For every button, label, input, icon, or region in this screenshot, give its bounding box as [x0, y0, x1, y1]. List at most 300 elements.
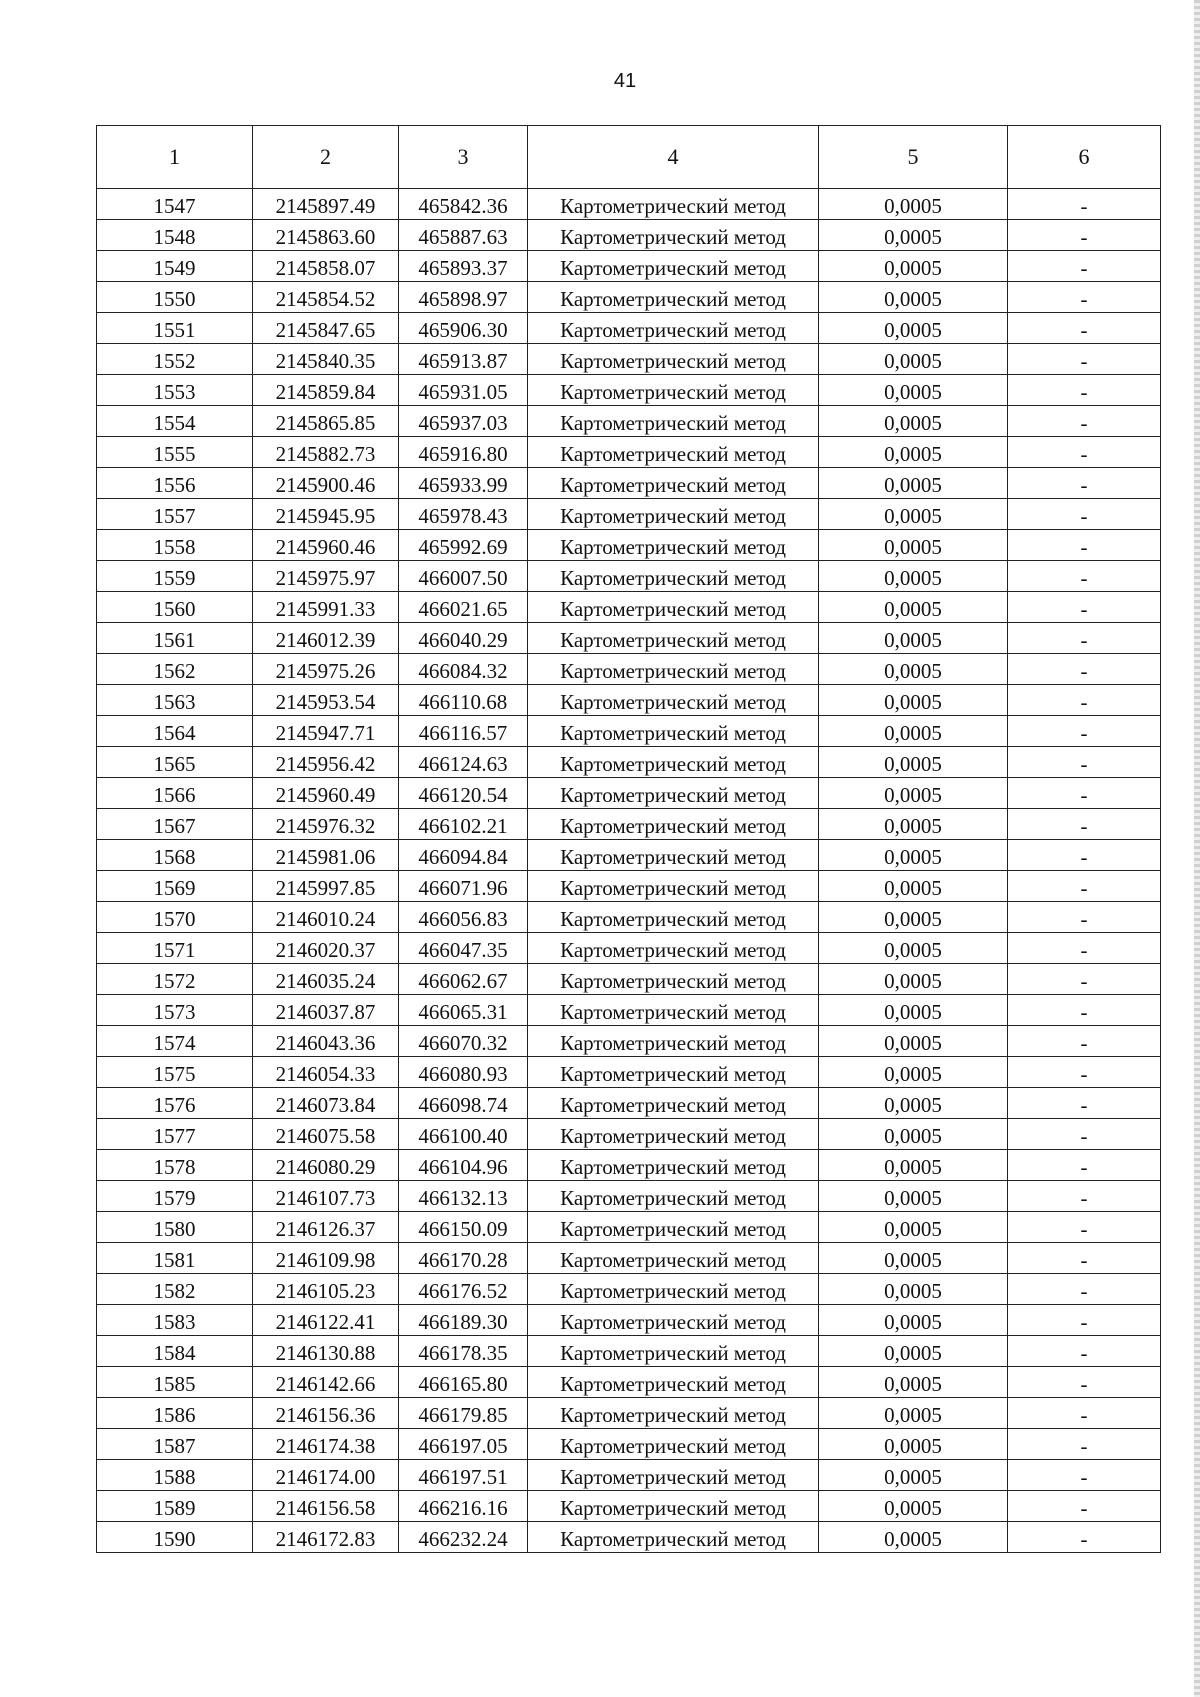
cell-x-coordinate: 2146105.23 — [253, 1274, 399, 1305]
cell-x-coordinate: 2146035.24 — [253, 964, 399, 995]
cell-accuracy: 0,0005 — [819, 1057, 1008, 1088]
cell-x-coordinate: 2145897.49 — [253, 189, 399, 220]
cell-point-number: 1581 — [97, 1243, 253, 1274]
cell-note: - — [1008, 406, 1161, 437]
cell-accuracy: 0,0005 — [819, 1460, 1008, 1491]
cell-accuracy: 0,0005 — [819, 1522, 1008, 1553]
cell-note: - — [1008, 1088, 1161, 1119]
cell-note: - — [1008, 437, 1161, 468]
cell-note: - — [1008, 530, 1161, 561]
cell-y-coordinate: 466104.96 — [399, 1150, 528, 1181]
cell-note: - — [1008, 561, 1161, 592]
cell-x-coordinate: 2146174.38 — [253, 1429, 399, 1460]
cell-point-number: 1559 — [97, 561, 253, 592]
table-row — [97, 561, 1161, 592]
cell-y-coordinate: 466216.16 — [399, 1491, 528, 1522]
cell-note: - — [1008, 1057, 1161, 1088]
cell-point-number: 1586 — [97, 1398, 253, 1429]
cell-method: Картометрический метод — [528, 282, 819, 313]
cell-accuracy: 0,0005 — [819, 747, 1008, 778]
cell-point-number: 1575 — [97, 1057, 253, 1088]
cell-point-number: 1556 — [97, 468, 253, 499]
cell-accuracy: 0,0005 — [819, 902, 1008, 933]
cell-y-coordinate: 466047.35 — [399, 933, 528, 964]
table-row — [97, 592, 1161, 623]
cell-y-coordinate: 466197.05 — [399, 1429, 528, 1460]
cell-method: Картометрический метод — [528, 313, 819, 344]
table-row — [97, 623, 1161, 654]
cell-y-coordinate: 465916.80 — [399, 437, 528, 468]
cell-y-coordinate: 466102.21 — [399, 809, 528, 840]
cell-point-number: 1576 — [97, 1088, 253, 1119]
cell-y-coordinate: 465933.99 — [399, 468, 528, 499]
cell-note: - — [1008, 1243, 1161, 1274]
cell-point-number: 1583 — [97, 1305, 253, 1336]
table-row — [97, 1522, 1161, 1553]
cell-x-coordinate: 2145976.32 — [253, 809, 399, 840]
cell-x-coordinate: 2145863.60 — [253, 220, 399, 251]
cell-method: Картометрический метод — [528, 530, 819, 561]
cell-x-coordinate: 2146075.58 — [253, 1119, 399, 1150]
cell-accuracy: 0,0005 — [819, 1274, 1008, 1305]
cell-accuracy: 0,0005 — [819, 1088, 1008, 1119]
cell-accuracy: 0,0005 — [819, 716, 1008, 747]
table-header — [97, 126, 1161, 189]
cell-method: Картометрический метод — [528, 1274, 819, 1305]
cell-note: - — [1008, 344, 1161, 375]
cell-accuracy: 0,0005 — [819, 1243, 1008, 1274]
cell-x-coordinate: 2145975.97 — [253, 561, 399, 592]
cell-note: - — [1008, 313, 1161, 344]
cell-note: - — [1008, 654, 1161, 685]
header-col-2: 2 — [253, 126, 399, 189]
cell-method: Картометрический метод — [528, 189, 819, 220]
cell-accuracy: 0,0005 — [819, 840, 1008, 871]
cell-note: - — [1008, 747, 1161, 778]
cell-accuracy: 0,0005 — [819, 933, 1008, 964]
cell-accuracy: 0,0005 — [819, 1150, 1008, 1181]
cell-method: Картометрический метод — [528, 902, 819, 933]
cell-point-number: 1579 — [97, 1181, 253, 1212]
table-row — [97, 840, 1161, 871]
cell-x-coordinate: 2146130.88 — [253, 1336, 399, 1367]
cell-method: Картометрический метод — [528, 871, 819, 902]
table-row — [97, 778, 1161, 809]
cell-method: Картометрический метод — [528, 1026, 819, 1057]
page-number: 41 — [613, 70, 637, 92]
cell-x-coordinate: 2146054.33 — [253, 1057, 399, 1088]
table-row — [97, 344, 1161, 375]
cell-method: Картометрический метод — [528, 933, 819, 964]
cell-method: Картометрический метод — [528, 1336, 819, 1367]
table-row — [97, 871, 1161, 902]
cell-method: Картометрический метод — [528, 375, 819, 406]
cell-x-coordinate: 2145997.85 — [253, 871, 399, 902]
cell-method: Картометрический метод — [528, 1212, 819, 1243]
cell-point-number: 1567 — [97, 809, 253, 840]
cell-x-coordinate: 2146156.58 — [253, 1491, 399, 1522]
table-row — [97, 1212, 1161, 1243]
cell-y-coordinate: 466098.74 — [399, 1088, 528, 1119]
cell-method: Картометрический метод — [528, 1057, 819, 1088]
cell-x-coordinate: 2145858.07 — [253, 251, 399, 282]
cell-method: Картометрический метод — [528, 251, 819, 282]
cell-note: - — [1008, 716, 1161, 747]
cell-note: - — [1008, 1150, 1161, 1181]
cell-note: - — [1008, 251, 1161, 282]
cell-x-coordinate: 2145840.35 — [253, 344, 399, 375]
cell-y-coordinate: 466065.31 — [399, 995, 528, 1026]
cell-point-number: 1547 — [97, 189, 253, 220]
cell-x-coordinate: 2146080.29 — [253, 1150, 399, 1181]
cell-accuracy: 0,0005 — [819, 778, 1008, 809]
cell-point-number: 1560 — [97, 592, 253, 623]
cell-point-number: 1558 — [97, 530, 253, 561]
cell-y-coordinate: 466124.63 — [399, 747, 528, 778]
cell-note: - — [1008, 1367, 1161, 1398]
cell-accuracy: 0,0005 — [819, 189, 1008, 220]
cell-method: Картометрический метод — [528, 1305, 819, 1336]
cell-point-number: 1590 — [97, 1522, 253, 1553]
cell-point-number: 1552 — [97, 344, 253, 375]
table-row — [97, 468, 1161, 499]
cell-accuracy: 0,0005 — [819, 1181, 1008, 1212]
cell-y-coordinate: 466080.93 — [399, 1057, 528, 1088]
cell-method: Картометрический метод — [528, 344, 819, 375]
table-row — [97, 220, 1161, 251]
cell-y-coordinate: 465978.43 — [399, 499, 528, 530]
cell-accuracy: 0,0005 — [819, 1367, 1008, 1398]
cell-x-coordinate: 2145975.26 — [253, 654, 399, 685]
cell-method: Картометрический метод — [528, 468, 819, 499]
header-row — [97, 126, 1161, 189]
cell-point-number: 1563 — [97, 685, 253, 716]
table-row — [97, 251, 1161, 282]
cell-note: - — [1008, 685, 1161, 716]
cell-x-coordinate: 2146043.36 — [253, 1026, 399, 1057]
cell-method: Картометрический метод — [528, 685, 819, 716]
table-row — [97, 902, 1161, 933]
cell-method: Картометрический метод — [528, 499, 819, 530]
cell-y-coordinate: 466116.57 — [399, 716, 528, 747]
cell-point-number: 1554 — [97, 406, 253, 437]
table-body — [97, 189, 1161, 1553]
cell-y-coordinate: 466071.96 — [399, 871, 528, 902]
cell-y-coordinate: 466120.54 — [399, 778, 528, 809]
cell-note: - — [1008, 468, 1161, 499]
cell-accuracy: 0,0005 — [819, 623, 1008, 654]
cell-point-number: 1568 — [97, 840, 253, 871]
cell-accuracy: 0,0005 — [819, 530, 1008, 561]
cell-accuracy: 0,0005 — [819, 685, 1008, 716]
cell-accuracy: 0,0005 — [819, 1026, 1008, 1057]
cell-x-coordinate: 2145854.52 — [253, 282, 399, 313]
cell-y-coordinate: 465898.97 — [399, 282, 528, 313]
cell-accuracy: 0,0005 — [819, 468, 1008, 499]
cell-accuracy: 0,0005 — [819, 220, 1008, 251]
cell-x-coordinate: 2146107.73 — [253, 1181, 399, 1212]
cell-x-coordinate: 2146010.24 — [253, 902, 399, 933]
cell-note: - — [1008, 189, 1161, 220]
cell-x-coordinate: 2145847.65 — [253, 313, 399, 344]
cell-note: - — [1008, 375, 1161, 406]
cell-y-coordinate: 465937.03 — [399, 406, 528, 437]
table-row — [97, 809, 1161, 840]
cell-x-coordinate: 2146156.36 — [253, 1398, 399, 1429]
cell-note: - — [1008, 778, 1161, 809]
cell-accuracy: 0,0005 — [819, 1212, 1008, 1243]
cell-point-number: 1555 — [97, 437, 253, 468]
cell-note: - — [1008, 282, 1161, 313]
cell-accuracy: 0,0005 — [819, 1398, 1008, 1429]
cell-method: Картометрический метод — [528, 623, 819, 654]
coordinates-table — [96, 125, 1161, 1553]
table-row — [97, 406, 1161, 437]
cell-y-coordinate: 465893.37 — [399, 251, 528, 282]
cell-method: Картометрический метод — [528, 220, 819, 251]
cell-point-number: 1571 — [97, 933, 253, 964]
cell-note: - — [1008, 1429, 1161, 1460]
cell-method: Картометрический метод — [528, 1367, 819, 1398]
cell-y-coordinate: 465931.05 — [399, 375, 528, 406]
cell-x-coordinate: 2146126.37 — [253, 1212, 399, 1243]
cell-accuracy: 0,0005 — [819, 1491, 1008, 1522]
cell-method: Картометрический метод — [528, 840, 819, 871]
cell-y-coordinate: 466197.51 — [399, 1460, 528, 1491]
cell-x-coordinate: 2145981.06 — [253, 840, 399, 871]
cell-accuracy: 0,0005 — [819, 437, 1008, 468]
cell-method: Картометрический метод — [528, 1429, 819, 1460]
cell-point-number: 1549 — [97, 251, 253, 282]
cell-x-coordinate: 2146020.37 — [253, 933, 399, 964]
cell-method: Картометрический метод — [528, 1088, 819, 1119]
table-row — [97, 1150, 1161, 1181]
cell-note: - — [1008, 1460, 1161, 1491]
table-row — [97, 933, 1161, 964]
cell-point-number: 1562 — [97, 654, 253, 685]
cell-x-coordinate: 2145947.71 — [253, 716, 399, 747]
cell-y-coordinate: 466232.24 — [399, 1522, 528, 1553]
cell-method: Картометрический метод — [528, 437, 819, 468]
cell-y-coordinate: 465906.30 — [399, 313, 528, 344]
cell-method: Картометрический метод — [528, 561, 819, 592]
cell-point-number: 1551 — [97, 313, 253, 344]
cell-note: - — [1008, 902, 1161, 933]
cell-accuracy: 0,0005 — [819, 995, 1008, 1026]
cell-note: - — [1008, 964, 1161, 995]
cell-note: - — [1008, 995, 1161, 1026]
cell-method: Картометрический метод — [528, 1398, 819, 1429]
cell-accuracy: 0,0005 — [819, 313, 1008, 344]
cell-note: - — [1008, 220, 1161, 251]
cell-point-number: 1570 — [97, 902, 253, 933]
cell-accuracy: 0,0005 — [819, 1119, 1008, 1150]
cell-x-coordinate: 2145882.73 — [253, 437, 399, 468]
cell-y-coordinate: 466021.65 — [399, 592, 528, 623]
cell-y-coordinate: 466084.32 — [399, 654, 528, 685]
cell-point-number: 1564 — [97, 716, 253, 747]
cell-y-coordinate: 466189.30 — [399, 1305, 528, 1336]
header-col-4: 4 — [528, 126, 819, 189]
cell-note: - — [1008, 1181, 1161, 1212]
cell-point-number: 1588 — [97, 1460, 253, 1491]
cell-point-number: 1582 — [97, 1274, 253, 1305]
cell-accuracy: 0,0005 — [819, 561, 1008, 592]
cell-accuracy: 0,0005 — [819, 871, 1008, 902]
cell-method: Картометрический метод — [528, 1150, 819, 1181]
table-row — [97, 499, 1161, 530]
cell-x-coordinate: 2145945.95 — [253, 499, 399, 530]
cell-y-coordinate: 466070.32 — [399, 1026, 528, 1057]
cell-x-coordinate: 2146174.00 — [253, 1460, 399, 1491]
cell-x-coordinate: 2145960.49 — [253, 778, 399, 809]
cell-note: - — [1008, 1305, 1161, 1336]
cell-note: - — [1008, 1491, 1161, 1522]
cell-note: - — [1008, 871, 1161, 902]
cell-method: Картометрический метод — [528, 654, 819, 685]
cell-accuracy: 0,0005 — [819, 809, 1008, 840]
cell-note: - — [1008, 933, 1161, 964]
table-row — [97, 282, 1161, 313]
cell-y-coordinate: 465913.87 — [399, 344, 528, 375]
cell-point-number: 1584 — [97, 1336, 253, 1367]
table-row — [97, 1305, 1161, 1336]
cell-x-coordinate: 2145953.54 — [253, 685, 399, 716]
cell-y-coordinate: 466165.80 — [399, 1367, 528, 1398]
table-row — [97, 375, 1161, 406]
header-col-3: 3 — [399, 126, 528, 189]
cell-accuracy: 0,0005 — [819, 1336, 1008, 1367]
cell-note: - — [1008, 809, 1161, 840]
cell-x-coordinate: 2145865.85 — [253, 406, 399, 437]
cell-y-coordinate: 466132.13 — [399, 1181, 528, 1212]
cell-accuracy: 0,0005 — [819, 251, 1008, 282]
cell-method: Картометрический метод — [528, 1460, 819, 1491]
cell-note: - — [1008, 1522, 1161, 1553]
cell-y-coordinate: 465887.63 — [399, 220, 528, 251]
cell-y-coordinate: 466170.28 — [399, 1243, 528, 1274]
cell-x-coordinate: 2146172.83 — [253, 1522, 399, 1553]
cell-method: Картометрический метод — [528, 1243, 819, 1274]
cell-point-number: 1587 — [97, 1429, 253, 1460]
table-row — [97, 1274, 1161, 1305]
cell-accuracy: 0,0005 — [819, 375, 1008, 406]
cell-point-number: 1557 — [97, 499, 253, 530]
cell-method: Картометрический метод — [528, 809, 819, 840]
cell-accuracy: 0,0005 — [819, 1305, 1008, 1336]
cell-note: - — [1008, 1212, 1161, 1243]
cell-x-coordinate: 2145956.42 — [253, 747, 399, 778]
cell-accuracy: 0,0005 — [819, 499, 1008, 530]
table-row — [97, 685, 1161, 716]
cell-x-coordinate: 2146037.87 — [253, 995, 399, 1026]
table-row — [97, 716, 1161, 747]
cell-method: Картометрический метод — [528, 716, 819, 747]
table-row — [97, 1026, 1161, 1057]
cell-note: - — [1008, 840, 1161, 871]
cell-method: Картометрический метод — [528, 1181, 819, 1212]
cell-y-coordinate: 466150.09 — [399, 1212, 528, 1243]
table-row — [97, 1243, 1161, 1274]
cell-point-number: 1574 — [97, 1026, 253, 1057]
cell-point-number: 1553 — [97, 375, 253, 406]
cell-point-number: 1550 — [97, 282, 253, 313]
cell-method: Картометрический метод — [528, 1522, 819, 1553]
cell-note: - — [1008, 1026, 1161, 1057]
cell-method: Картометрический метод — [528, 964, 819, 995]
cell-point-number: 1569 — [97, 871, 253, 902]
cell-x-coordinate: 2146142.66 — [253, 1367, 399, 1398]
cell-y-coordinate: 466176.52 — [399, 1274, 528, 1305]
cell-x-coordinate: 2146122.41 — [253, 1305, 399, 1336]
cell-point-number: 1578 — [97, 1150, 253, 1181]
cell-accuracy: 0,0005 — [819, 344, 1008, 375]
table-row — [97, 654, 1161, 685]
table-row — [97, 1367, 1161, 1398]
table-row — [97, 964, 1161, 995]
cell-x-coordinate: 2145859.84 — [253, 375, 399, 406]
cell-accuracy: 0,0005 — [819, 282, 1008, 313]
cell-point-number: 1580 — [97, 1212, 253, 1243]
cell-y-coordinate: 466178.35 — [399, 1336, 528, 1367]
table-row — [97, 1119, 1161, 1150]
cell-accuracy: 0,0005 — [819, 654, 1008, 685]
cell-point-number: 1585 — [97, 1367, 253, 1398]
table-row — [97, 1398, 1161, 1429]
table-row — [97, 1088, 1161, 1119]
cell-y-coordinate: 466056.83 — [399, 902, 528, 933]
cell-point-number: 1589 — [97, 1491, 253, 1522]
table-row — [97, 1429, 1161, 1460]
cell-y-coordinate: 466100.40 — [399, 1119, 528, 1150]
table-row — [97, 530, 1161, 561]
cell-method: Картометрический метод — [528, 995, 819, 1026]
header-col-6: 6 — [1008, 126, 1161, 189]
header-col-5: 5 — [819, 126, 1008, 189]
cell-point-number: 1566 — [97, 778, 253, 809]
cell-x-coordinate: 2145960.46 — [253, 530, 399, 561]
table-row — [97, 1460, 1161, 1491]
cell-note: - — [1008, 499, 1161, 530]
cell-y-coordinate: 465992.69 — [399, 530, 528, 561]
cell-note: - — [1008, 1398, 1161, 1429]
cell-x-coordinate: 2146109.98 — [253, 1243, 399, 1274]
cell-accuracy: 0,0005 — [819, 1429, 1008, 1460]
cell-method: Картометрический метод — [528, 1491, 819, 1522]
cell-y-coordinate: 466007.50 — [399, 561, 528, 592]
cell-y-coordinate: 466110.68 — [399, 685, 528, 716]
cell-x-coordinate: 2146012.39 — [253, 623, 399, 654]
cell-method: Картометрический метод — [528, 1119, 819, 1150]
cell-accuracy: 0,0005 — [819, 592, 1008, 623]
cell-x-coordinate: 2146073.84 — [253, 1088, 399, 1119]
cell-note: - — [1008, 1336, 1161, 1367]
cell-note: - — [1008, 623, 1161, 654]
cell-accuracy: 0,0005 — [819, 406, 1008, 437]
cell-note: - — [1008, 1119, 1161, 1150]
cell-method: Картометрический метод — [528, 406, 819, 437]
table-row — [97, 189, 1161, 220]
table-row — [97, 437, 1161, 468]
table-row — [97, 313, 1161, 344]
table-row — [97, 995, 1161, 1026]
table-row — [97, 747, 1161, 778]
cell-y-coordinate: 466062.67 — [399, 964, 528, 995]
cell-point-number: 1573 — [97, 995, 253, 1026]
cell-point-number: 1572 — [97, 964, 253, 995]
cell-y-coordinate: 465842.36 — [399, 189, 528, 220]
cell-note: - — [1008, 1274, 1161, 1305]
